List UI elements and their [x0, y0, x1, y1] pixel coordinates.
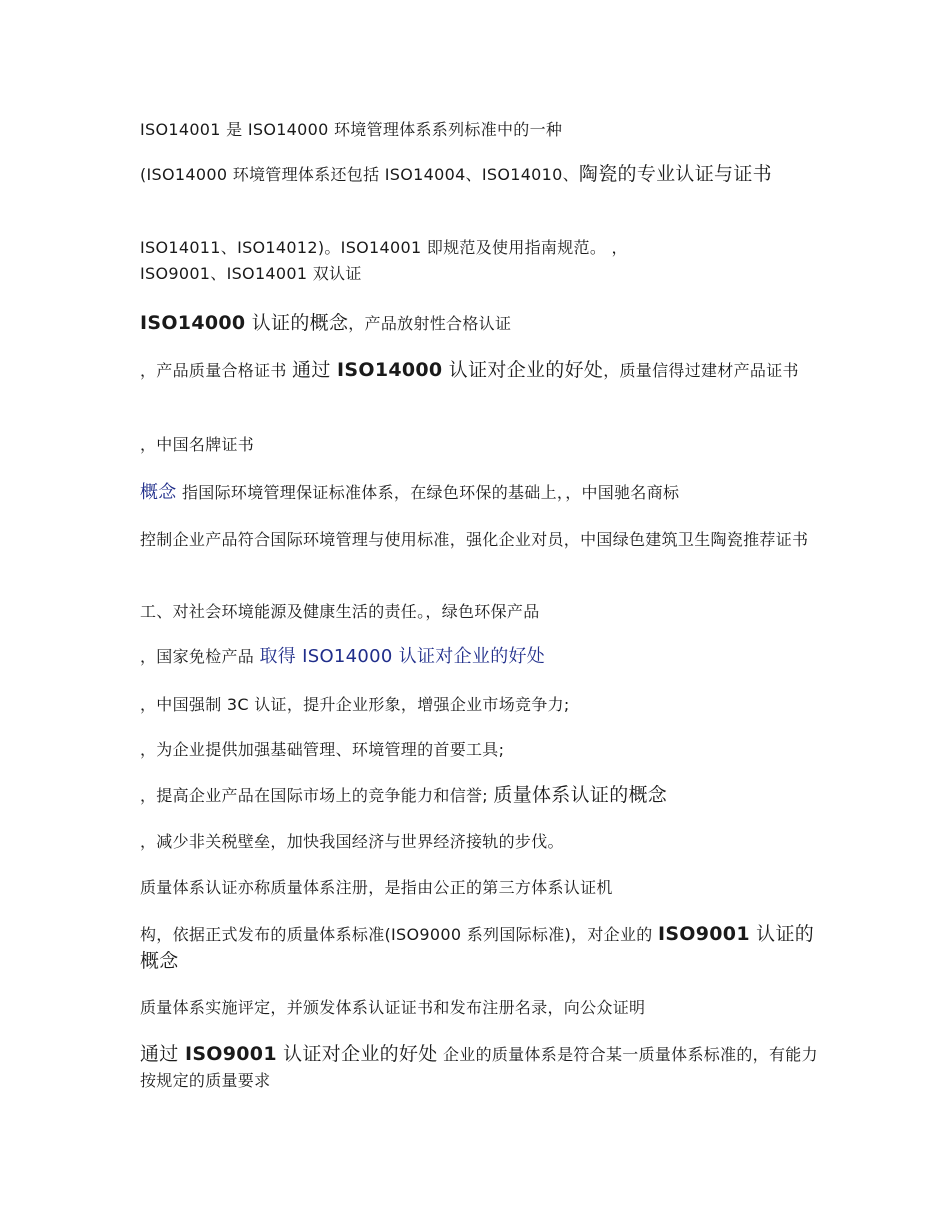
paragraph-iso14000-includes: [140, 161, 820, 188]
paragraph-3c: [140, 692, 820, 718]
heading-iso9001: ISO9001: [657, 923, 750, 945]
paragraph-qs-registration: [140, 875, 820, 901]
text: (ISO14000 环境管理体系还包括 ISO14004、ISO14010、: [140, 165, 579, 184]
text: ，中国名牌证书: [140, 435, 255, 454]
paragraph-exemption: [140, 644, 820, 670]
paragraph-competitiveness: [140, 782, 820, 809]
heading-iso9001-benefits: 认证对企业的好处: [276, 1043, 438, 1065]
text: ISO14011、ISO14012)。ISO14001 即规范及使用指南规范。 ，: [140, 238, 628, 257]
text: ，国家免检产品: [140, 647, 260, 666]
paragraph-iso14011: [140, 235, 820, 287]
heading-ceramic-cert: 陶瓷的专业认证与证书: [578, 163, 772, 185]
text: ，质量信得过建材产品证书: [603, 361, 799, 380]
text: ISO14001 是 ISO14000 环境管理体系系列标准中的一种: [140, 120, 563, 139]
heading-iso9001-bold: ISO9001: [184, 1043, 277, 1065]
text: ISO9001、ISO14001 双认证: [140, 264, 362, 283]
text: ，产品放射性合格认证: [348, 314, 512, 333]
paragraph-quality-cert: [140, 357, 820, 384]
paragraph-famous-brand: [140, 432, 820, 458]
text: 控制企业产品符合国际环境管理与使用标准，强化企业对员，中国绿色建筑卫生陶瓷推荐证书: [140, 530, 809, 549]
text: ，提高企业产品在国际市场上的竞争能力和信誉;: [140, 786, 494, 805]
text: ，中国强制 3C 认证，提升企业形象，增强企业市场竞争力;: [140, 695, 570, 714]
heading-obtain-iso14000: 取得 ISO14000 认证对企业的好处: [259, 646, 546, 667]
heading-iso14000: ISO14000: [140, 312, 246, 334]
heading-pass-9001: 通过: [140, 1043, 185, 1065]
heading-iso14000-bold: ISO14000: [337, 359, 443, 381]
heading-benefits: 认证对企业的好处: [442, 359, 604, 381]
text: 构，依据正式发布的质量体系标准(ISO9000 系列国际标准)，对企业的: [140, 925, 658, 944]
text: 工、对社会环境能源及健康生活的责任。，绿色环保产品: [140, 602, 540, 621]
text: ，产品质量合格证书: [140, 361, 293, 380]
heading-qs-concept: 质量体系认证的概念: [493, 784, 668, 806]
text: 指国际环境管理保证标准体系，在绿色环保的基础上，，中国驰名商标: [176, 483, 680, 502]
heading-pass: 通过: [292, 359, 338, 381]
heading-iso9001-concept: 认证的概念: [140, 923, 815, 972]
paragraph-tool: [140, 737, 820, 763]
paragraph-iso14000-concept: [140, 310, 820, 337]
paragraph-control: [140, 527, 820, 553]
text: 质量体系认证亦称质量体系注册，是指由公正的第三方体系认证机: [140, 878, 613, 897]
paragraph-iso14001-intro: [140, 117, 820, 143]
paragraph-barriers: [140, 829, 820, 855]
text: 企业的质量体系是符合某一质量体系标准的，有能力按规定的质量要求: [140, 1045, 818, 1090]
text: ，为企业提供加强基础管理、环境管理的首要工具;: [140, 740, 505, 759]
text: 质量体系实施评定，并颁发体系认证证书和发布注册名录，向公众证明: [140, 998, 646, 1017]
paragraph-concept-definition: [140, 480, 820, 506]
heading-concept: 认证的概念: [245, 312, 349, 334]
paragraph-iso9001-benefits: [140, 1041, 820, 1094]
text: ，减少非关税壁垒，加快我国经济与世界经济接轨的步伐。: [140, 832, 564, 851]
paragraph-responsibility: [140, 599, 820, 625]
heading-concept-blue: 概念: [140, 482, 177, 503]
paragraph-standards: [140, 921, 820, 975]
paragraph-evaluation: [140, 995, 820, 1021]
